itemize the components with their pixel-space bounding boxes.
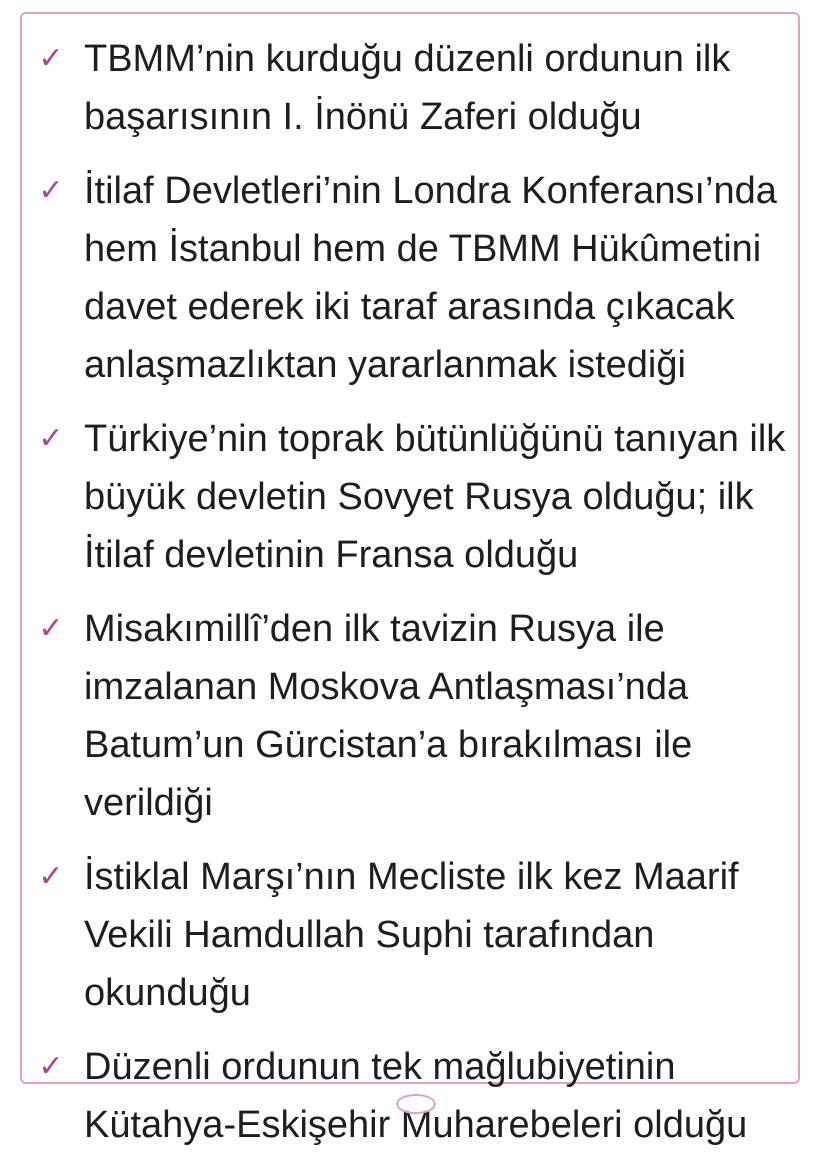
text-line: Düzenli ordunun tek mağlubiyetinin [84, 1046, 676, 1088]
list-item [22, 410, 798, 584]
list-item [22, 848, 798, 1022]
list-item-text [84, 1038, 798, 1154]
text-line: verildiği [84, 782, 213, 824]
text-line: büyük devletin Sovyet Rusya olduğu; ilk [84, 476, 754, 518]
checklist [22, 14, 798, 1154]
text-line: Misakımillî’den ilk tavizin Rusya ile [84, 608, 665, 650]
text-line: İtilaf devletinin Fransa olduğu [84, 534, 579, 576]
info-box [20, 12, 800, 1146]
list-item [22, 30, 798, 146]
checkmark-icon: ✓ [38, 422, 64, 455]
text-line: hem İstanbul hem de TBMM Hükûmetini [84, 228, 762, 270]
text-line: okunduğu [84, 972, 251, 1014]
text-line: İtilaf Devletleri’nin Londra Konferansı’nda [84, 170, 777, 212]
list-item [22, 600, 798, 832]
list-item-text [84, 600, 798, 832]
text-line: TBMM’nin kurduğu düzenli ordunun ilk [84, 38, 731, 80]
checkmark-icon: ✓ [38, 42, 64, 75]
checkmark-icon: ✓ [38, 860, 64, 893]
text-line: imzalanan Moskova Antlaşması’nda [84, 666, 689, 708]
list-item-text [84, 410, 803, 584]
checkmark-icon: ✓ [38, 612, 64, 645]
list-item-text [84, 30, 798, 146]
text-line: İstiklal Marşı’nın Mecliste ilk kez Maarif [84, 856, 739, 898]
list-item [22, 162, 798, 394]
list-item-text [84, 162, 798, 394]
text-line: Kütahya-Eskişehir Muharebeleri olduğu [84, 1104, 748, 1146]
text-line: Türkiye’nin toprak bütünlüğünü tanıyan ilk [84, 418, 786, 460]
text-line: Vekili Hamdullah Suphi tarafından [84, 914, 655, 956]
text-line: başarısının I. İnönü Zaferi olduğu [84, 96, 642, 138]
checkmark-icon: ✓ [38, 174, 64, 207]
text-line: anlaşmazlıktan yararlanmak istediği [84, 344, 686, 386]
text-line: davet ederek iki taraf arasında çıkacak [84, 286, 735, 328]
text-line: Batum’un Gürcistan’a bırakılması ile [84, 724, 693, 766]
decorative-tab [396, 1094, 436, 1114]
checkmark-icon: ✓ [38, 1050, 64, 1083]
list-item-text [84, 848, 798, 1022]
